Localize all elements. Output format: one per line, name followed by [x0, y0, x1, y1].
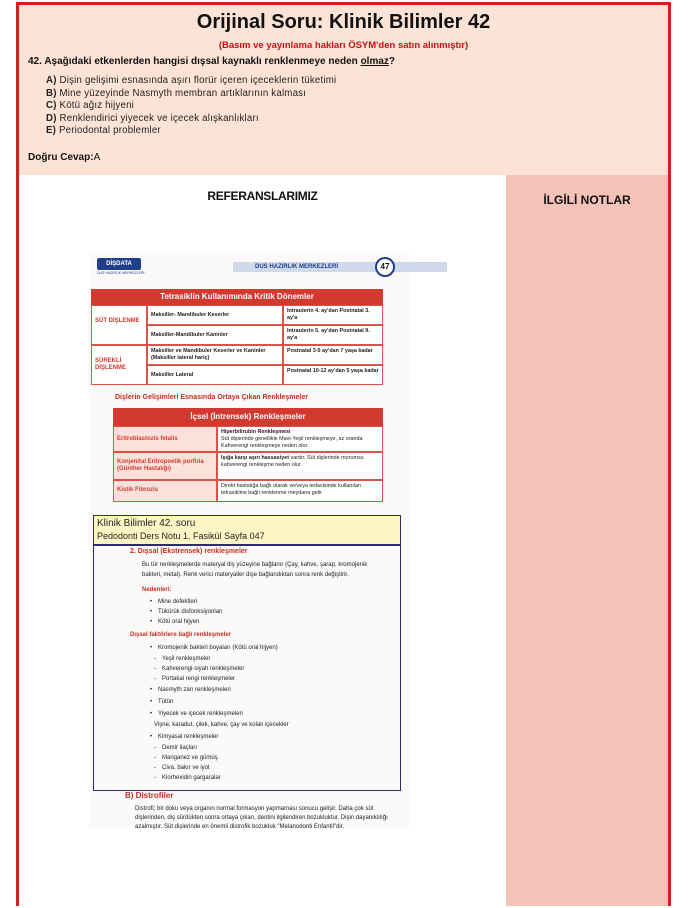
reference-label-source: Pedodonti Ders Notu 1. Fasikül Sayfa 047	[97, 531, 265, 541]
cause-item: • Tükürük disfonksiyonları	[150, 609, 223, 616]
factor-subitem: - Demir ilaçları	[154, 745, 197, 752]
table1-teeth-0: Maksiller- Mandibuler Keserler	[147, 305, 283, 325]
distrofi-text-3: azalmıştır. Süt dişlerinde en önemli distrofik bozukluk "Melanodonti Enfantil"dir.	[135, 824, 345, 830]
table2-desc-2: Direkt hastalığa bağlı olarak ve/veya tedavisinde kullanılan tetrasikline bağlı renklenme meydana gelir.	[217, 480, 383, 502]
option-c: C) Kötü ağız hijyeni	[46, 100, 135, 112]
factor-item: • Nasmyth zarı renkleşmeleri	[150, 687, 231, 694]
factor-subitem: - Klorhexidin gargaralar	[154, 775, 221, 782]
factor-item-detail: Vişne, karadut, çilek, kahve, çay ve kolalı içecekler	[154, 722, 289, 728]
excerpt-heading: 2. Dışsal (Ekstrensek) renkleşmeler	[130, 548, 248, 555]
cause-item: • Kötü oral hijyen	[150, 619, 199, 626]
factor-item: • Kromojenik bakteri boyaları (Kötü oral hijyen)	[150, 645, 278, 652]
option-e: E) Periodontal problemler	[46, 125, 161, 137]
factor-subitem: - Civa, bakır ve iyot	[154, 765, 210, 772]
question-mark: ?	[388, 56, 396, 67]
distrofi-text-1: Distrofi; bir doku veya organın normal formasyon yapmaması sonucu gelişir. Daha çok süt	[135, 806, 374, 812]
factor-item: • Tütün	[150, 699, 173, 706]
reference-label-question: Klinik Bilimler 42. soru	[97, 518, 196, 529]
page-number: 47	[375, 257, 395, 277]
table1-heading: Tetrasiklin Kullanımında Kritik Dönemler	[91, 289, 383, 305]
factor-item: • Kimyasal renkleşmeler	[150, 734, 218, 741]
reference-label	[93, 515, 401, 545]
factor-item: • Yiyecek ve içecek renkleşmeleri	[150, 711, 243, 718]
section-developmental-discoloration: Dişlerin Gelişimleri Esnasında Ortaya Çıkan Renkleşmeler	[115, 394, 308, 401]
factor-subitem: - Portakal rengi renkleşmeler	[154, 676, 235, 683]
table1-period-3: Postnatal 10-12 ay'dan 5 yaşa kadar	[283, 365, 383, 385]
factor-subitem: - Manganez ve gümüş	[154, 755, 218, 762]
table1-group-primary: SÜT DİŞLENME	[91, 305, 147, 345]
table1-teeth-2: Maksiller ve Mandibuler Keserler ve Kaninler (Maksiller lateral hariç)	[147, 345, 283, 365]
references-panel	[19, 175, 506, 906]
option-a: A) Dişin gelişimi esnasında aşırı florür içeren içeceklerin tüketimi	[46, 75, 337, 86]
distrofi-text-2: dişlerinden, diş sürdükten sonra ortaya çıkan, dentini ilgilendiren bozukluktur. Dişin dayanıklılığı	[135, 815, 388, 821]
table1-teeth-1: Maksiller-Mandibuler Kaninler	[147, 325, 283, 345]
table2-heading: İçsel (İntrensek) Renkleşmeler	[113, 408, 383, 426]
answer-options	[46, 75, 336, 138]
notes-title: İLGİLİ NOTLAR	[543, 193, 631, 207]
option-d: D) Renklendirici yiyecek ve içecek alışkanlıkları	[46, 112, 259, 124]
table1-period-2: Postnatal 3-5 ay'dan 7 yaşa kadar	[283, 345, 383, 365]
references-title: REFERANSLARIMIZ	[207, 189, 318, 203]
table1-period-0: Intrauterin 4. ay'dan Postnatal 3. ay'a	[283, 305, 383, 325]
publisher-logo: DİŞDATA DUS HAZIRLIK MERKEZLERİ	[97, 258, 141, 278]
table1-group-permanent: SÜREKLİ DİŞLENME	[91, 345, 147, 385]
question-emphasis: olmaz	[360, 56, 389, 67]
correct-answer: Doğru Cevap:A	[28, 152, 101, 163]
table1-period-1: Intrauterin 5. ay'dan Postnatal 9. ay'a	[283, 325, 383, 345]
copyright-note: (Basım ve yayınlama hakları ÖSYM'den satın alınmıştır)	[218, 40, 469, 51]
table2-name-2: Kistik Fibrozis	[113, 480, 217, 502]
question-text	[28, 56, 395, 67]
question-number: 42.	[28, 56, 42, 67]
highlighted-excerpt	[93, 545, 401, 791]
factors-heading: Dışsal faktörlere bağlı renkleşmeler	[130, 632, 232, 638]
factor-subitem: - Kahverengi-siyah renkleşmeler	[154, 666, 244, 673]
table2-name-1: Konjenital Eritropoetik porfiria (Günther Hastalığı)	[113, 452, 217, 480]
table1-teeth-3: Maksiller Lateral	[147, 365, 283, 385]
cause-item: • Mine defektleri	[150, 599, 197, 606]
page-title: Orijinal Soru: Klinik Bilimler 42	[196, 11, 491, 33]
question-header	[19, 5, 668, 175]
page-banner-text: DUS HAZIRLIK MERKEZLERİ	[255, 264, 338, 270]
table2-desc-1: Işığa karşı aşırı hassasiyet vardır. Süt dişlerinde morumsu kahverengi renkleşme neden olur.	[217, 452, 383, 480]
table2-desc-0: Hiperbilirubin Renkleşmesi Süt dişlerinde genellikle Mavi-Yeşil renkleşmeye, az oranda Kahverengi renkleşmeye neden olur.	[217, 426, 383, 452]
excerpt-intro-1: Bu tür renkleşmelerde materyal diş yüzeyine bağlanır (Çay, kahve, şarap, kromojenik	[142, 562, 368, 568]
question-body: Aşağıdaki etkenlerden hangisi dışsal kaynaklı renklenmeye neden	[44, 56, 361, 67]
causes-heading: Nedenleri:	[142, 587, 172, 593]
related-notes-panel	[506, 175, 668, 906]
option-b: B) Mine yüzeyinde Nasmyth membran artıklarının kalması	[46, 87, 307, 99]
table2-name-0: Eritroblastozis fetalis	[113, 426, 217, 452]
distrofi-heading: B) Distrofiler	[125, 791, 174, 800]
factor-subitem: - Yeşil renkleşmeler	[154, 656, 210, 663]
excerpt-intro-2: bakteri, metal). Renk verici materyaller dişe bağlandıktan sonra renk değiştirir.	[142, 572, 349, 578]
page-frame	[16, 2, 671, 906]
